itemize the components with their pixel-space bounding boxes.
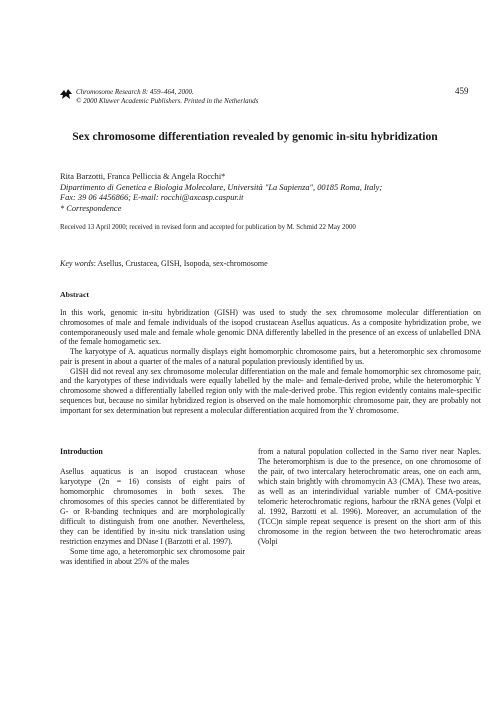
keywords-label: Key words — [60, 259, 94, 268]
abstract-paragraph-1: In this work, genomic in-situ hybridization (GISH) was used to study the sex chromosome molecular differentiation on chromosomes of male and female individuals of the isopod crustacean Asellus aquaticus. As a composite hybridization probe, we contemporaneously used male and female whole genomic DNA differently labelled in the presence of an excess of unlabelled DNA of the female homogametic sex. — [60, 308, 481, 347]
keywords-text: : Asellus, Crustacea, GISH, Isopoda, sex-chromosome — [93, 259, 268, 268]
paper-title: Sex chromosome differentiation revealed by genomic in-situ hybridization — [72, 130, 438, 143]
page-number: 459 — [455, 86, 469, 96]
abstract-body — [60, 308, 481, 415]
author-names: Rita Barzotti, Franca Pelliccia & Angela Rocchi* — [60, 172, 226, 181]
received-dates: Received 13 April 2000; received in revised form and accepted for publication by M. Schmid 22 May 2000 — [60, 224, 356, 231]
right-column — [258, 447, 481, 547]
author-affiliation: Dipartimento di Genetica e Biologia Molecolare, Università "La Sapienza", 00185 Roma, Italy; — [60, 182, 383, 192]
left-column — [60, 447, 245, 566]
journal-line-1: Chromosome Research 8: 459–464, 2000. — [76, 88, 194, 96]
journal-line-2: © 2000 Kluwer Academic Publishers. Printed in the Netherlands — [76, 97, 259, 105]
author-block — [60, 172, 480, 214]
abstract-paragraph-2: The karyotype of A. aquaticus normally displays eight homomorphic chromosome pairs, but a heteromorphic sex chromosome pair is present in about a quarter of the males of a natural population previously identified by us. — [60, 347, 481, 366]
introduction-paragraph-1: Asellus aquaticus is an isopod crustacean whose karyotype (2n = 16) consists of eight pairs of homomorphic chromosomes in both sexes. The chromosomes of this species cannot be differentiated by G- or R-banding techniques and are morphologically difficult to distinguish from one another. Nevertheless, they can be identified by in-situ nick translation using restriction enzymes and DNase I (Barzotti et al. 1997). — [60, 466, 245, 546]
keywords — [60, 259, 480, 268]
introduction-heading: Introduction — [60, 447, 103, 456]
author-contact: Fax: 39 06 4456866; E-mail: rocchi@axcasp.caspur.it — [60, 193, 244, 202]
introduction-paragraph-2: Some time ago, a heteromorphic sex chromosome pair was identified in about 25% of the males — [60, 546, 245, 566]
journal-citation — [76, 88, 376, 106]
abstract-paragraph-3: GISH did not reveal any sex chromosome molecular differentiation on the male and female homomorphic sex chromosome pair, and the karyotypes of these individuals were equally labelled by the male- and female-derived probe, while the heteromorphic Y chromosome showed a differentially labelled region only with the male-derived probe. This region evidently contains male-specific sequences but, because no similar hybridized region is observed on the male homomorphic chromosome pair, they are probably not important for sex determination but represent a molecular differentiation acquired from the Y chromosome. — [60, 366, 481, 415]
abstract-heading: Abstract — [60, 290, 90, 299]
publisher-logo-icon — [58, 86, 74, 102]
correspondence-note: * Correspondence — [60, 203, 122, 213]
introduction-paragraph-continued: from a natural population collected in the Sarno river near Naples. The heteromorphism is due to the presence, on one chromosome of the pair, of two intercalary heterochromatic areas, one on each arm, which stain brightly with chromomycin A3 (CMA). These two areas, as well as an interindividual variable number of CMA-positive telomeric heterochromatic regions, harbour the rRNA genes (Volpi et al. 1992, Barzotti et al. 1996). Moreover, an accumulation of the (TCC)n simple repeat sequence is present on the short arm of this chromosome in the region between the two heterochromatic areas (Volpi — [258, 447, 481, 546]
